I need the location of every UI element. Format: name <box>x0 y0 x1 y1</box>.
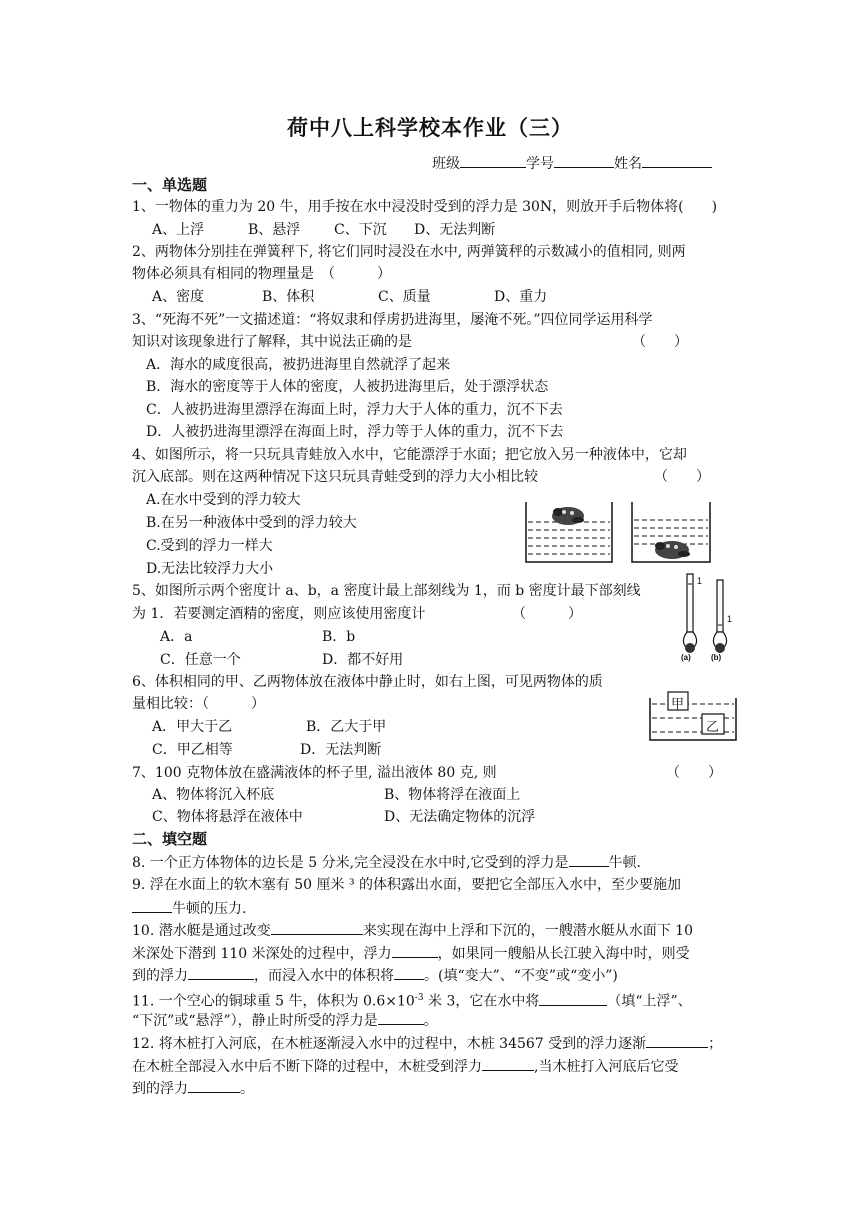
q6-option-c: C．甲乙相等 <box>152 742 233 758</box>
hydrometer-b-label: (b) <box>711 653 722 662</box>
q10-line2 <box>132 942 690 965</box>
q7-answer-paren: （ ） <box>666 765 722 781</box>
id-blank[interactable] <box>554 152 614 168</box>
q8-line <box>132 851 641 874</box>
q6-option-d: D．无法判断 <box>300 742 382 758</box>
q11-blank-1[interactable] <box>539 990 607 1006</box>
frog-beakers-figure <box>520 498 715 568</box>
q10-text-5: 到的浮力 <box>132 968 188 984</box>
q3-stem-line2: 知识对该现象进行了解释，其中说法正确的是 <box>132 334 412 350</box>
q2-option-b: B、体积 <box>262 289 315 305</box>
q3-answer-paren: （ ） <box>632 334 688 350</box>
q6-option-b: B．乙大于甲 <box>306 719 387 735</box>
q12-text-5: 到的浮力 <box>132 1081 188 1097</box>
q2-option-a: A、密度 <box>152 289 205 305</box>
q3-option-a: A．海水的咸度很高，被扔进海里自然就浮了起来 <box>146 357 451 373</box>
block-yi-label: 乙 <box>706 720 720 735</box>
q12-text-6: 。 <box>240 1081 254 1097</box>
hydrometer-b-mark: 1 <box>727 614 733 624</box>
q10-blank-1[interactable] <box>271 919 363 935</box>
hydrometer-b-icon <box>713 580 726 653</box>
q1-option-b: B、悬浮 <box>248 222 301 238</box>
q8-blank[interactable] <box>569 851 609 867</box>
q6-stem-line1: 6、体积相同的甲、乙两物体放在液体中静止时，如右上图，可见两物体的质 <box>132 674 603 690</box>
id-label: 学号 <box>526 156 554 172</box>
q2-stem-line1: 2、两物体分别挂在弹簧秤下, 将它们同时浸没在水中, 两弹簧秤的示数减小的值相同, 则两 <box>132 244 686 260</box>
q11-exponent: -3 <box>414 993 424 1003</box>
q1-option-a: A、上浮 <box>152 222 205 238</box>
q2-option-d: D、重力 <box>494 289 548 305</box>
name-blank[interactable] <box>642 152 712 168</box>
q12-text-1: 12. 将木桩打入河底，在木桩逐渐浸入水中的过程中，木桩 34567 受到的浮力逐渐 <box>132 1036 647 1052</box>
q10-blank-2[interactable] <box>392 942 438 958</box>
q12-blank-1[interactable] <box>646 1032 708 1048</box>
q7-option-b: B、物体将浮在液面上 <box>384 787 521 803</box>
q4-answer-paren: （ ） <box>654 469 710 485</box>
q10-text-6: ，而浸入水中的体积将 <box>254 968 394 984</box>
q7-option-c: C、物体将悬浮在液体中 <box>152 809 303 825</box>
q10-text-7: 。(填“变大”、“不变”或“变小”) <box>424 968 618 984</box>
q11-blank-2[interactable] <box>378 1009 424 1025</box>
q7-option-d: D、无法确定物体的沉浮 <box>384 809 536 825</box>
class-label: 班级 <box>432 156 460 172</box>
q4-stem-line1: 4、如图所示，将一只玩具青蛙放入水中，它能漂浮于水面；把它放入另一种液体中，它却 <box>132 447 687 463</box>
q2-option-c: C、质量 <box>378 289 431 305</box>
q3-option-d: D．人被扔进海里漂浮在海面上时，浮力等于人体的重力，沉不下去 <box>146 424 564 440</box>
q12-text-2: ； <box>708 1036 723 1052</box>
q12-blank-2[interactable] <box>482 1055 534 1071</box>
q9-unit: 牛顿的压力. <box>172 901 247 917</box>
q10-line1 <box>132 919 693 942</box>
hydrometer-a-mark: 1 <box>697 576 703 586</box>
q7-stem: 7、100 克物体放在盛满液体的杯子里, 溢出液体 80 克, 则 <box>132 765 497 781</box>
q10-text-1: 10. 潜水艇是通过改变 <box>132 923 271 939</box>
q5-option-c: C．任意一个 <box>160 652 241 668</box>
q11-line2 <box>132 1009 438 1032</box>
hydrometer-a-icon <box>683 574 696 653</box>
section-heading-fill: 二、填空题 <box>132 830 208 848</box>
q11-text-1: 11. 一个空心的铜球重 5 牛，体积为 0.6×10 <box>132 993 415 1010</box>
q5-stem-line1: 5、如图所示两个密度计 a、b，a 密度计最上部刻线为 1，而 b 密度计最下部刻线 <box>132 583 641 599</box>
q1-option-c: C、下沉 <box>334 222 387 238</box>
q9-line1: 9. 浮在水面上的软木塞有 50 厘米 ³ 的体积露出水面，要把它全部压入水中，至少要施加 <box>132 877 682 893</box>
q12-line2 <box>132 1055 678 1078</box>
jia-yi-figure <box>648 688 740 744</box>
q3-option-b: B．海水的密度等于人体的密度，人被扔进海里后，处于漂浮状态 <box>146 379 549 395</box>
q6-option-a: A．甲大于乙 <box>152 719 233 735</box>
q11-text-3: （填“上浮”、 <box>607 993 692 1010</box>
q12-text-4: ,当木桩打入河底后它受 <box>534 1059 679 1075</box>
q9-blank[interactable] <box>132 897 172 913</box>
q10-text-4: ，如果同一艘船从长江驶入海中时，则受 <box>437 946 690 962</box>
page-title: 荷中八上科学校本作业（三） <box>287 115 573 140</box>
beaker-other-liquid <box>632 502 710 562</box>
q8-text: 8. 一个正方体物体的边长是 5 分米,完全浸没在水中时,它受到的浮力是 <box>132 855 569 871</box>
q11-text-5: 。 <box>423 1013 438 1029</box>
q10-line3 <box>132 964 618 987</box>
q8-unit: 牛顿. <box>608 855 641 871</box>
section-heading-choice: 一、单选题 <box>132 176 208 194</box>
beaker-water <box>526 502 612 562</box>
q7-option-a: A、物体将沉入杯底 <box>152 787 275 803</box>
q12-line1 <box>132 1032 722 1055</box>
q5-option-a: A．a <box>160 629 193 645</box>
q11-text-4: “下沉”或“悬浮”），静止时所受的浮力是 <box>132 1013 378 1029</box>
q1-stem: 1、一物体的重力为 20 牛，用手按在水中浸没时受到的浮力是 30N，则放开手后物体将( ) <box>132 199 718 215</box>
q5-option-d: D．都不好用 <box>322 652 404 668</box>
frog-floating-icon <box>552 507 584 525</box>
q11-text-2: 米 3，它在水中将 <box>423 993 540 1010</box>
student-info-line <box>432 152 712 175</box>
q10-text-3: 米深处下潜到 110 米深处的过程中，浮力 <box>132 946 392 962</box>
hydrometer-a-label: (a) <box>681 653 691 662</box>
q12-text-3: 在木桩全部浸入水中后不断下降的过程中，木桩受到浮力 <box>132 1059 482 1075</box>
q12-line3 <box>132 1077 254 1100</box>
q12-blank-3[interactable] <box>188 1077 240 1093</box>
q9-line2 <box>132 897 246 920</box>
hydrometers-figure <box>675 570 745 664</box>
q5-stem-line2: 为 1．若要测定酒精的密度，则应该使用密度计 <box>132 606 426 622</box>
q4-stem-line2: 沉入底部。则在这两种情况下这只玩具青蛙受到的浮力大小相比较 <box>132 469 538 485</box>
q10-text-2: 来实现在海中上浮和下沉的，一艘潜水艇从水面下 10 <box>362 923 693 939</box>
q6-stem-line2: 量相比较：（ ） <box>132 696 265 712</box>
class-blank[interactable] <box>460 152 526 168</box>
q5-answer-paren: （ ） <box>512 606 582 622</box>
q5-option-b: B．b <box>322 629 356 645</box>
q3-stem-line1: 3、“死海不死”一文描述道：“将奴隶和俘虏扔进海里，屡淹不死。”四位同学运用科学 <box>132 312 653 328</box>
q4-option-b: B.在另一种液体中受到的浮力较大 <box>146 515 357 531</box>
name-label: 姓名 <box>614 156 642 172</box>
q4-option-a: A.在水中受到的浮力较大 <box>146 492 301 508</box>
q10-blank-4[interactable] <box>394 964 424 980</box>
block-jia-label: 甲 <box>671 697 685 712</box>
q4-option-d: D.无法比较浮力大小 <box>146 561 274 577</box>
q4-option-c: C.受到的浮力一样大 <box>146 538 273 554</box>
q3-option-c: C．人被扔进海里漂浮在海面上时，浮力大于人体的重力，沉不下去 <box>146 402 563 418</box>
q1-option-d: D、无法判断 <box>414 222 496 238</box>
q10-blank-3[interactable] <box>188 964 254 980</box>
q2-stem-line2: 物体必须具有相同的物理量是 （ ） <box>132 266 391 282</box>
